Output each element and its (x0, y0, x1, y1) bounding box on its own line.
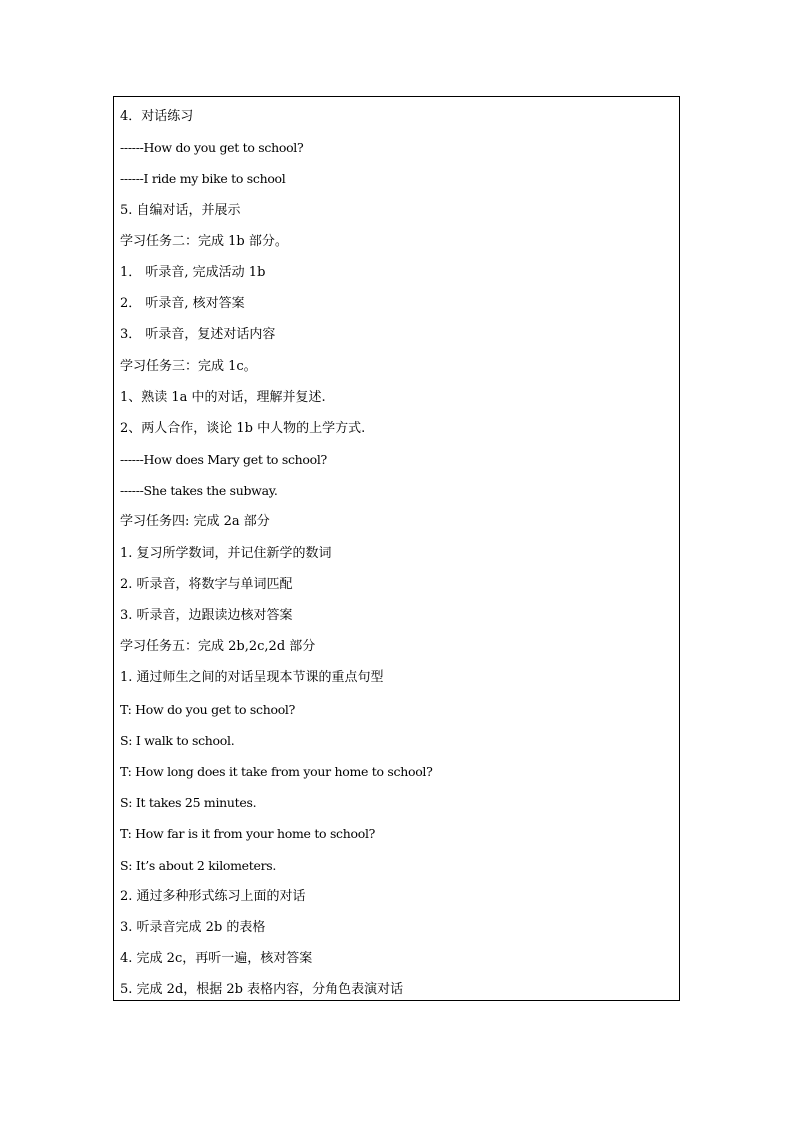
content-line: ------She takes the subway. (120, 483, 278, 499)
content-line: 5. 完成 2d，根据 2b 表格内容，分角色表演对话 (120, 982, 404, 998)
content-line: 4. 完成 2c，再听一遍，核对答案 (120, 951, 313, 967)
lesson-content (120, 101, 673, 1005)
content-line: T: How do you get to school? (120, 701, 296, 717)
content-line: ------How does Mary get to school? (120, 452, 327, 468)
content-line: 3． 听录音，复述对话内容 (120, 327, 276, 343)
content-line: 1. 通过师生之间的对话呈现本节课的重点句型 (120, 670, 384, 686)
content-line: 学习任务四: 完成 2a 部分 (120, 514, 270, 530)
lesson-table-cell (113, 96, 680, 1001)
content-line: 5. 自编对话，并展示 (120, 202, 241, 218)
content-line: T: How far is it from your home to school? (120, 826, 376, 842)
content-line: 3. 听录音，边跟读边核对答案 (120, 608, 293, 623)
content-line: 1. 复习所学数词，并记住新学的数词 (120, 545, 332, 561)
content-line: 学习任务五：完成 2b,2c,2d 部分 (120, 639, 316, 655)
content-line: 3. 听录音完成 2b 的表格 (120, 919, 266, 935)
content-line: 2. 通过多种形式练习上面的对话 (120, 888, 306, 904)
content-line: 2． 听录音, 核对答案 (120, 296, 245, 312)
content-line: S: I walk to school. (120, 732, 235, 748)
content-line: 2、两人合作，谈论 1b 中人物的上学方式. (120, 420, 366, 436)
content-line: 学习任务二：完成 1b 部分。 (120, 233, 288, 249)
content-line: S: It’s about 2 kilometers. (120, 857, 277, 873)
content-line: 学习任务三：完成 1c。 (120, 358, 257, 374)
content-line: ------I ride my bike to school (120, 171, 286, 187)
content-line: T: How long does it take from your home to school? (120, 763, 433, 779)
content-line: 2. 听录音，将数字与单词匹配 (120, 576, 293, 592)
content-line: S: It takes 25 minutes. (120, 795, 257, 811)
content-line: ------How do you get to school? (120, 140, 304, 156)
content-line: 1． 听录音, 完成活动 1b (120, 264, 266, 280)
content-line: 1、熟读 1a 中的对话，理解并复述. (120, 389, 326, 405)
content-line: 4．对话练习 (120, 109, 194, 124)
